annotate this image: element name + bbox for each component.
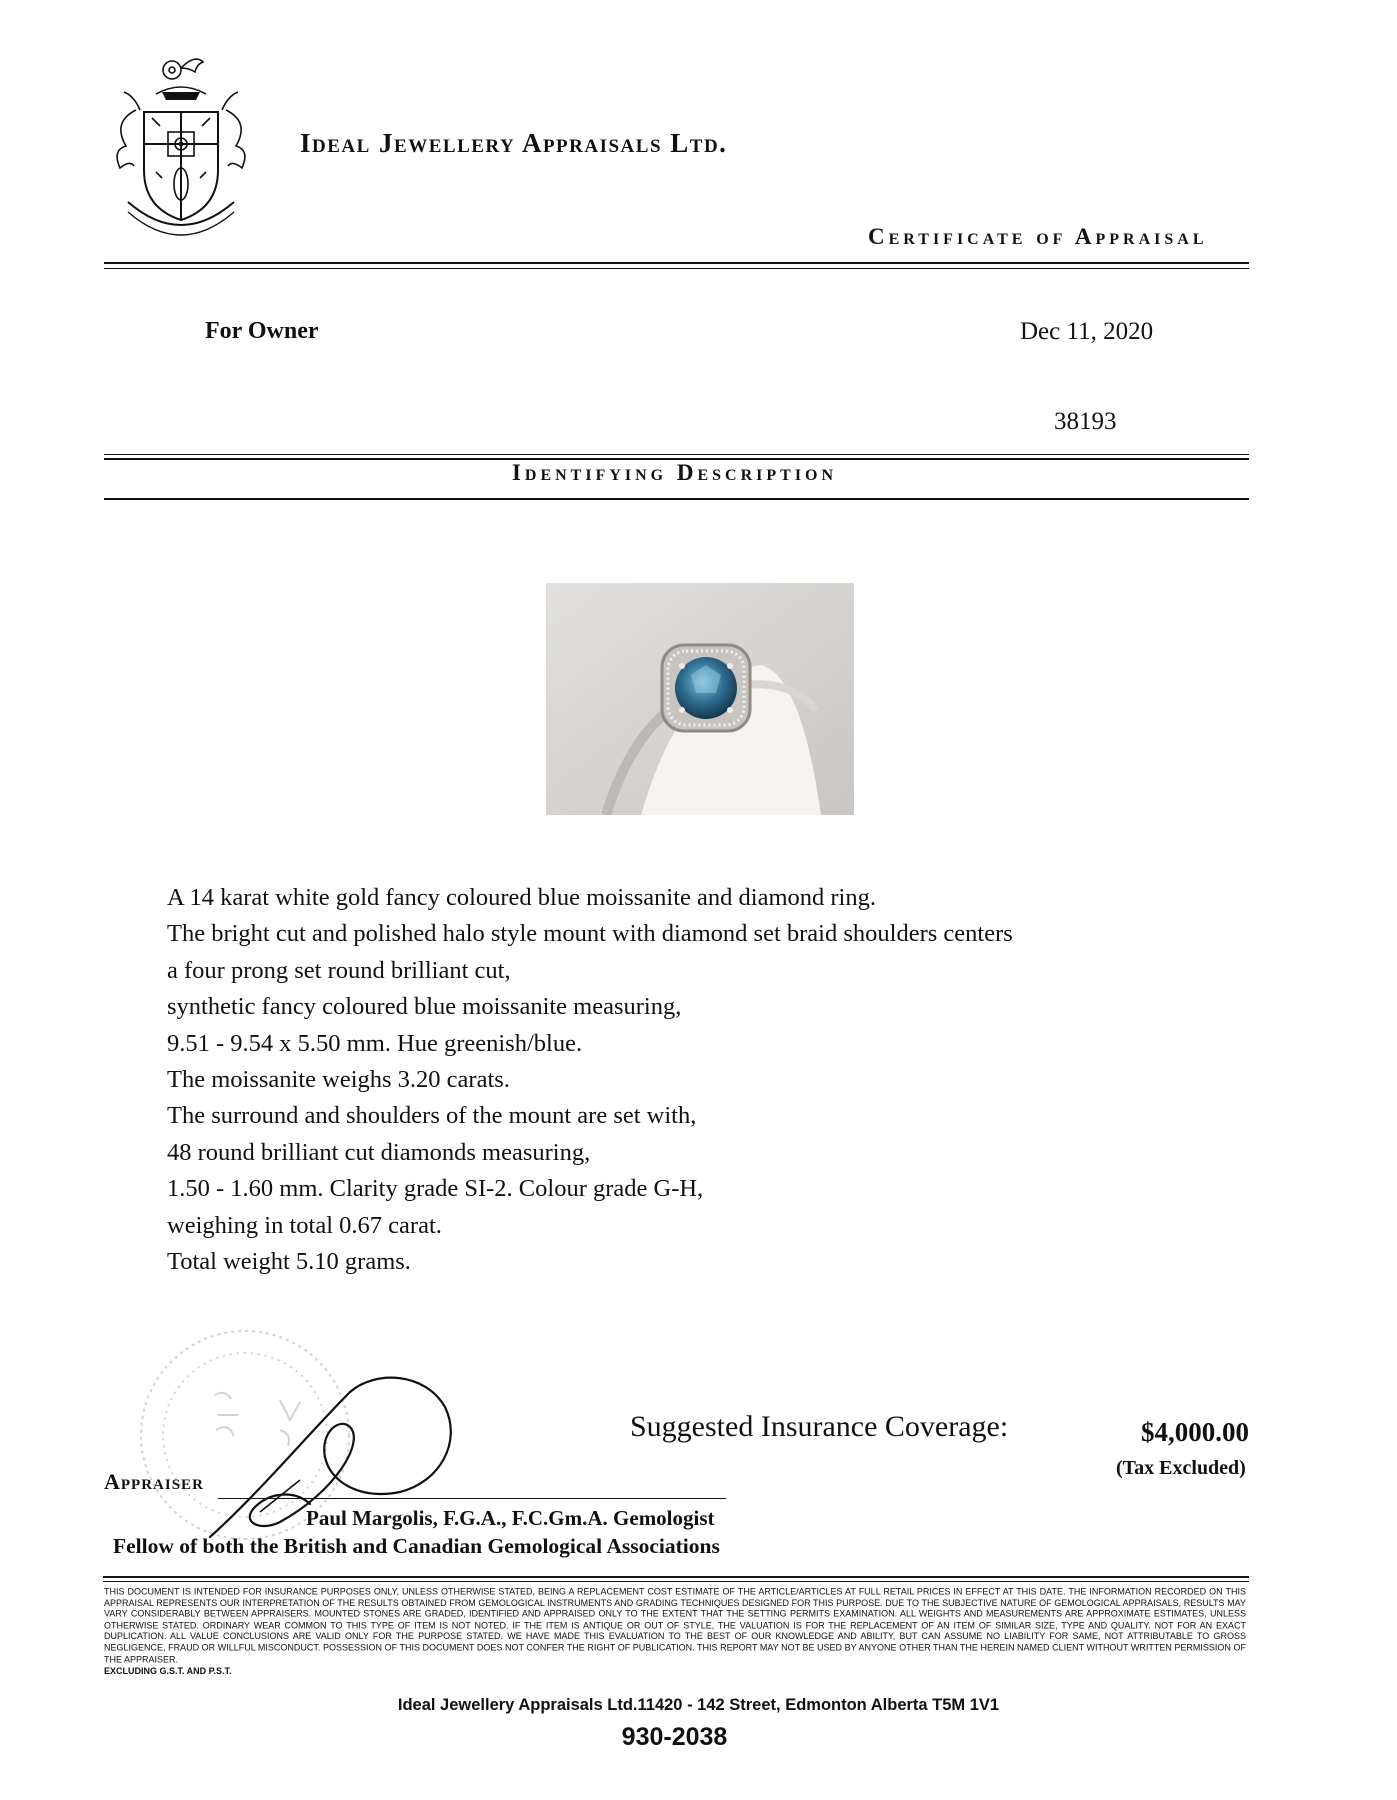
description-line: The surround and shoulders of the mount are set with, <box>167 1102 697 1130</box>
company-name: Ideal Jewellery Appraisals Ltd. <box>300 128 728 158</box>
description-line: 1.50 - 1.60 mm. Clarity grade SI-2. Colour grade G-H, <box>167 1175 704 1203</box>
divider <box>104 454 1249 455</box>
description-line: A 14 karat white gold fancy coloured blue moissanite and diamond ring. <box>167 884 876 911</box>
appraiser-affiliation: Fellow of both the British and Canadian Gemological Associations <box>113 1534 720 1558</box>
description-line: 9.51 - 9.54 x 5.50 mm. Hue greenish/blue. <box>167 1029 583 1057</box>
insurance-value: $4,000.00 <box>1141 1417 1249 1447</box>
ring-photo <box>546 583 854 815</box>
appraiser-name: Paul Margolis, F.G.A., F.C.Gm.A. Gemologist <box>306 1506 715 1530</box>
footer-address: Ideal Jewellery Appraisals Ltd.11420 - 142 Street, Edmonton Alberta T5M 1V1 <box>397 1696 1000 1714</box>
divider <box>103 1581 1249 1582</box>
appraiser-label: Appraiser <box>104 1469 204 1494</box>
appraisal-date: Dec 11, 2020 <box>1020 318 1154 345</box>
divider <box>103 1576 1249 1578</box>
disclaimer-text: THIS DOCUMENT IS INTENDED FOR INSURANCE PURPOSES ONLY, UNLESS OTHERWISE STATED, BEING A REPLACEMENT COST ESTIMATE OF THE ARTICLE/ARTICLES AT FULL RETAIL PRICES IN EFFECT AT THIS DATE. THE INFORMATION RECORDED ON THIS APPRAISAL REPRESENTS OUR INTERPRETATION OF THE RESULTS OBTAINED FROM GEMOLOGICAL INSTRUMENTS AND GRADING TECHNIQUES DESIGNED FOR THIS PURPOSE. DUE TO THE SUBJECTIVE NATURE OF GEMOLOGICAL APPRAISALS, RESULTS MAY VARY CONSIDERABLY BETWEEN APPRAISERS. MOUNTED STONES ARE GRADED, IDENTIFIED AND APPRAISED ONLY TO THE EXTENT THAT THE SETTING PERMITS EXAMINATION. ALL WEIGHTS AND MEASUREMENTS ARE APPROXIMATE ESTIMATES, UNLESS OTHERWISE STATED. ORDINARY WEAR COMMON TO THIS TYPE OF ITEM IS NOT NOTED. IF THE ITEM IS ANTIQUE OR OUT OF STYLE, THE VALUATION IS FOR THE REPLACEMENT OF AN ITEM OF SIMILAR SIZE, TYPE AND QUALITY. NOT FOR AN EXACT DUPLICATION. ALL VALUE CONCLUSIONS ARE VALID ONLY FOR THE PURPOSE STATED. WE HAVE MADE THIS EVALUATION TO THE BEST OF OUR KNOWLEDGE AND ABILITY, BUT CAN ASSUME NO LIABILITY FOR SAME, NOT ATTRIBUTABLE TO GROSS NEGLIGENCE, FRAUD OR WILLFUL MISCONDUCT. POSSESSION OF THIS DOCUMENT DOES NOT CONFER THE RIGHT OF PUBLICATION. THIS REPORT MAY NOT BE USED BY ANYONE OTHER THAN THE HEREIN NAMED CLIENT WITHOUT WRITTEN PERMISSION OF THE APPRAISER. <box>104 1586 1246 1664</box>
tax-exclusion-note: EXCLUDING G.S.T. AND P.S.T. <box>104 1666 232 1676</box>
divider <box>104 262 1249 264</box>
description-line: The bright cut and polished halo style mount with diamond set braid shoulders centers <box>167 920 1013 948</box>
description-line: synthetic fancy coloured blue moissanite measuring, <box>167 993 682 1021</box>
section-title: Identifying Description <box>511 460 838 485</box>
item-description <box>167 880 1013 1280</box>
description-line: weighing in total 0.67 carat. <box>167 1211 442 1239</box>
certificate-number: 38193 <box>1054 408 1117 435</box>
description-line: a four prong set round brilliant cut, <box>167 956 511 984</box>
crest-icon <box>106 52 256 242</box>
description-line: The moissanite weighs 3.20 carats. <box>167 1066 510 1094</box>
insurance-label: Suggested Insurance Coverage: <box>630 1410 1009 1443</box>
description-line: Total weight 5.10 grams. <box>167 1248 411 1276</box>
tax-note: (Tax Excluded) <box>1116 1457 1246 1479</box>
divider <box>104 498 1249 500</box>
recipient: For Owner <box>205 318 319 344</box>
description-line: 48 round brilliant cut diamonds measuring, <box>167 1138 591 1166</box>
footer-phone: 930-2038 <box>621 1723 728 1751</box>
divider <box>104 268 1249 269</box>
document-title: Certificate of Appraisal <box>868 224 1208 249</box>
signature-icon <box>200 1372 470 1542</box>
